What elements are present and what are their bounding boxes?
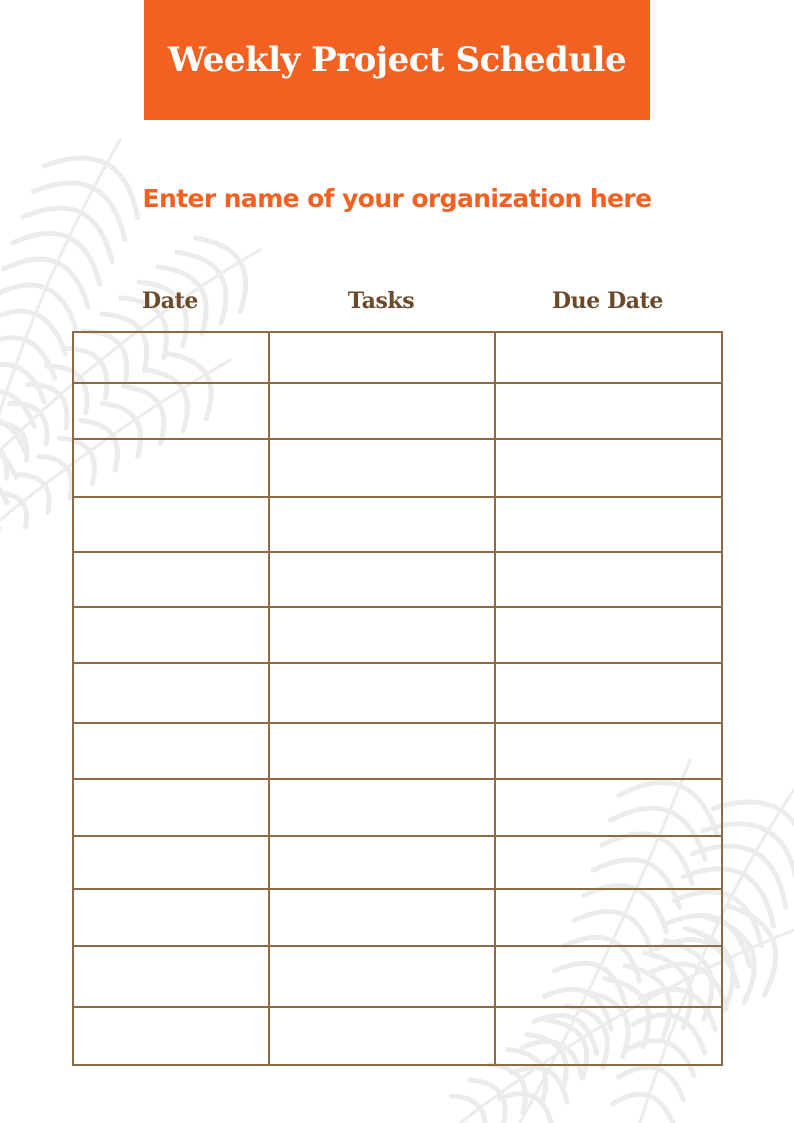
table-cell-tasks[interactable] <box>269 607 495 663</box>
table-row <box>73 889 722 946</box>
table-cell-tasks[interactable] <box>269 779 495 836</box>
table-cell-date[interactable] <box>73 1007 269 1065</box>
table-cell-date[interactable] <box>73 779 269 836</box>
table-cell-due-date[interactable] <box>495 1007 722 1065</box>
table-row <box>73 332 722 383</box>
table-cell-date[interactable] <box>73 663 269 723</box>
table-cell-due-date[interactable] <box>495 723 722 779</box>
table-cell-tasks[interactable] <box>269 383 495 439</box>
table-row <box>73 497 722 552</box>
table-cell-date[interactable] <box>73 497 269 552</box>
table-cell-tasks[interactable] <box>269 439 495 497</box>
table-cell-date[interactable] <box>73 889 269 946</box>
table-cell-due-date[interactable] <box>495 663 722 723</box>
table-row <box>73 1007 722 1065</box>
table-cell-date[interactable] <box>73 439 269 497</box>
table-row <box>73 552 722 607</box>
table-cell-date[interactable] <box>73 383 269 439</box>
table-cell-tasks[interactable] <box>269 552 495 607</box>
table-row <box>73 723 722 779</box>
title-banner <box>144 0 650 120</box>
table-row <box>73 439 722 497</box>
table-cell-tasks[interactable] <box>269 889 495 946</box>
table-cell-due-date[interactable] <box>495 836 722 889</box>
table-cell-tasks[interactable] <box>269 663 495 723</box>
column-header-tasks: Tasks <box>347 288 415 314</box>
table-row <box>73 607 722 663</box>
organization-name-placeholder[interactable]: Enter name of your organization here <box>142 184 652 213</box>
table-cell-tasks[interactable] <box>269 946 495 1007</box>
table-cell-due-date[interactable] <box>495 332 722 383</box>
table-cell-date[interactable] <box>73 552 269 607</box>
table-row <box>73 836 722 889</box>
table-cell-due-date[interactable] <box>495 607 722 663</box>
schedule-table <box>72 331 723 1066</box>
table-cell-date[interactable] <box>73 332 269 383</box>
table-cell-due-date[interactable] <box>495 552 722 607</box>
page-title: Weekly Project Schedule <box>167 40 627 80</box>
table-cell-date[interactable] <box>73 946 269 1007</box>
column-header-due-date: Due Date <box>551 288 664 314</box>
table-row <box>73 946 722 1007</box>
table-cell-due-date[interactable] <box>495 439 722 497</box>
table-cell-due-date[interactable] <box>495 889 722 946</box>
table-cell-due-date[interactable] <box>495 946 722 1007</box>
table-row <box>73 663 722 723</box>
table-cell-due-date[interactable] <box>495 779 722 836</box>
table-cell-date[interactable] <box>73 607 269 663</box>
table-cell-tasks[interactable] <box>269 497 495 552</box>
table-cell-tasks[interactable] <box>269 1007 495 1065</box>
table-cell-date[interactable] <box>73 836 269 889</box>
table-row <box>73 779 722 836</box>
table-cell-tasks[interactable] <box>269 332 495 383</box>
table-row <box>73 383 722 439</box>
table-cell-tasks[interactable] <box>269 836 495 889</box>
table-cell-due-date[interactable] <box>495 383 722 439</box>
column-header-date: Date <box>142 288 198 314</box>
table-cell-due-date[interactable] <box>495 497 722 552</box>
table-cell-date[interactable] <box>73 723 269 779</box>
table-cell-tasks[interactable] <box>269 723 495 779</box>
